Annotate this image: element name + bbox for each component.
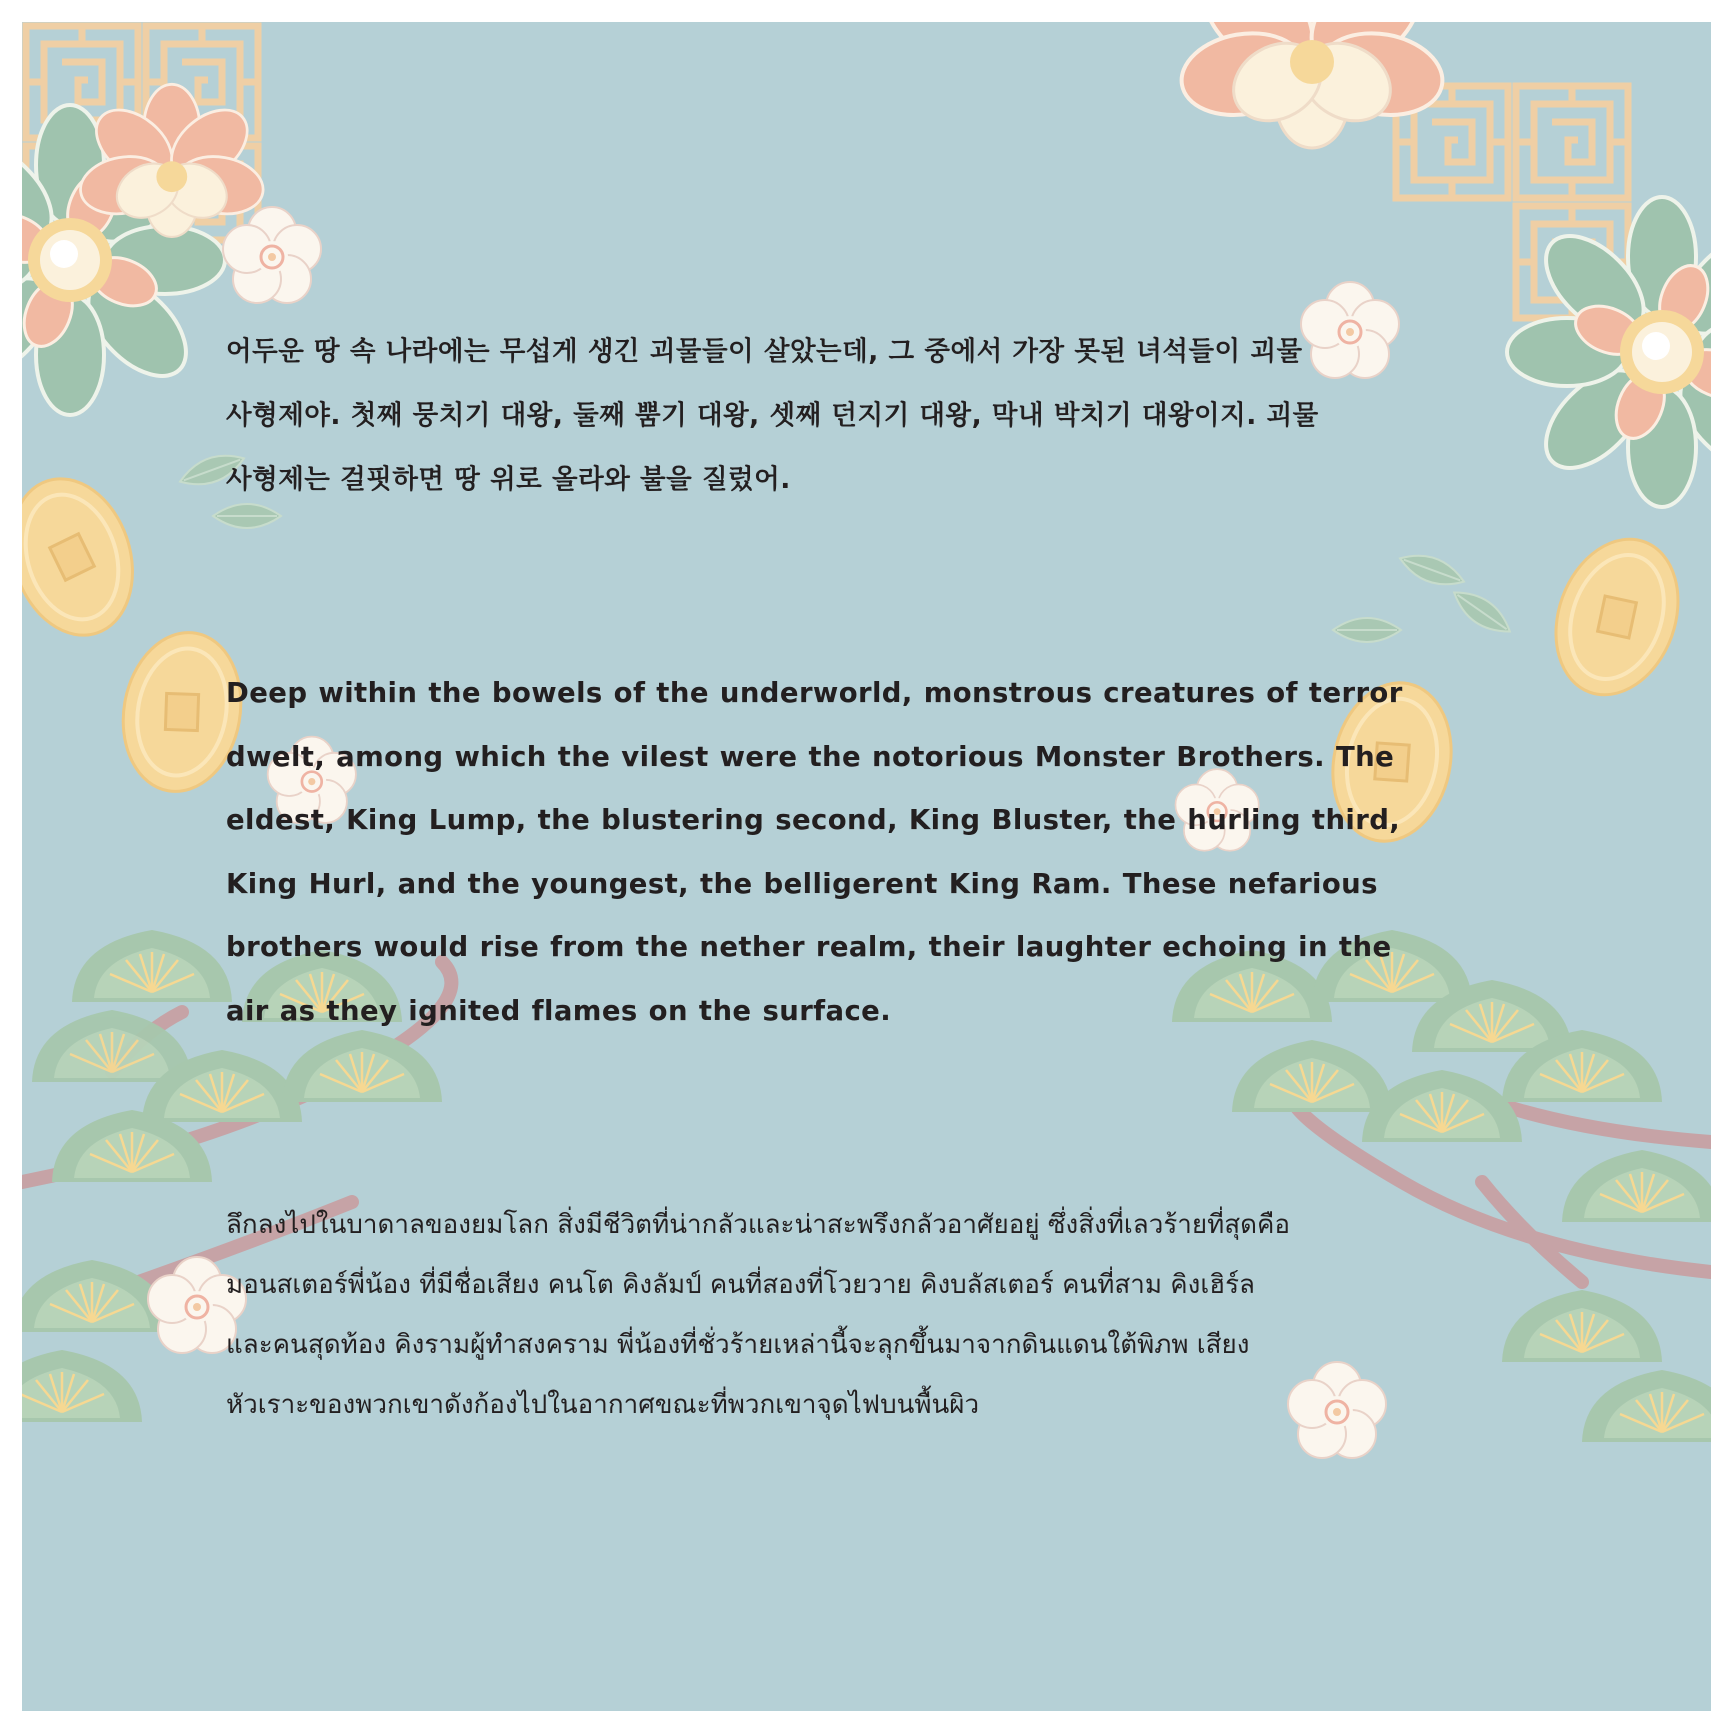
english-line: eldest, King Lump, the blustering second, King Bluster, the hurling third, xyxy=(226,804,1401,836)
story-paragraph-thai xyxy=(226,1195,1556,1435)
thai-line: และคนสุดท้อง คิงรามผู้ทำสงคราม พี่น้องที่ชั่วร้ายเหล่านี้จะลุกขึ้นมาจากดินแดนใต้พิภพ เสียง xyxy=(226,1330,1250,1360)
korean-line: 사형제는 걸핏하면 땅 위로 올라와 불을 질렀어. xyxy=(226,464,791,495)
english-line: air as they ignited flames on the surface. xyxy=(226,994,892,1027)
korean-line: 어두운 땅 속 나라에는 무섭게 생긴 괴물들이 살았는데, 그 중에서 가장 못된 녀석들이 괴물 xyxy=(226,336,1303,367)
english-line: brothers would rise from the nether realm, their laughter echoing in the xyxy=(226,931,1392,963)
thai-line: ลึกลงไปในบาดาลของยมโลก สิ่งมีชีวิตที่น่ากลัวและน่าสะพรึงกลัวอาศัยอยู่ ซึ่งสิ่งที่เลวร้ายที่สุดคือ xyxy=(226,1210,1291,1240)
thai-line: มอนสเตอร์พี่น้อง ที่มีชื่อเสียง คนโต คิงลัมป์ คนที่สองที่โวยวาย คิงบลัสเตอร์ คนที่สาม คิงเฮิร์ล xyxy=(226,1270,1255,1300)
story-paragraph-english xyxy=(226,662,1556,1043)
english-line: Deep within the bowels of the underworld, monstrous creatures of terror xyxy=(226,677,1403,709)
english-line: dwelt, among which the vilest were the notorious Monster Brothers. The xyxy=(226,740,1395,773)
korean-line: 사형제야. 첫째 뭉치기 대왕, 둘째 뿜기 대왕, 셋째 던지기 대왕, 막내 박치기 대왕이지. 괴물 xyxy=(226,400,1319,431)
thai-line: หัวเราะของพวกเขาดังก้องไปในอากาศขณะที่พวกเขาจุดไฟบนพื้นผิว xyxy=(226,1390,980,1420)
english-line: King Hurl, and the youngest, the belligerent King Ram. These nefarious xyxy=(226,867,1378,900)
story-paragraph-korean xyxy=(226,320,1556,512)
illustrated-page-panel xyxy=(22,22,1711,1711)
